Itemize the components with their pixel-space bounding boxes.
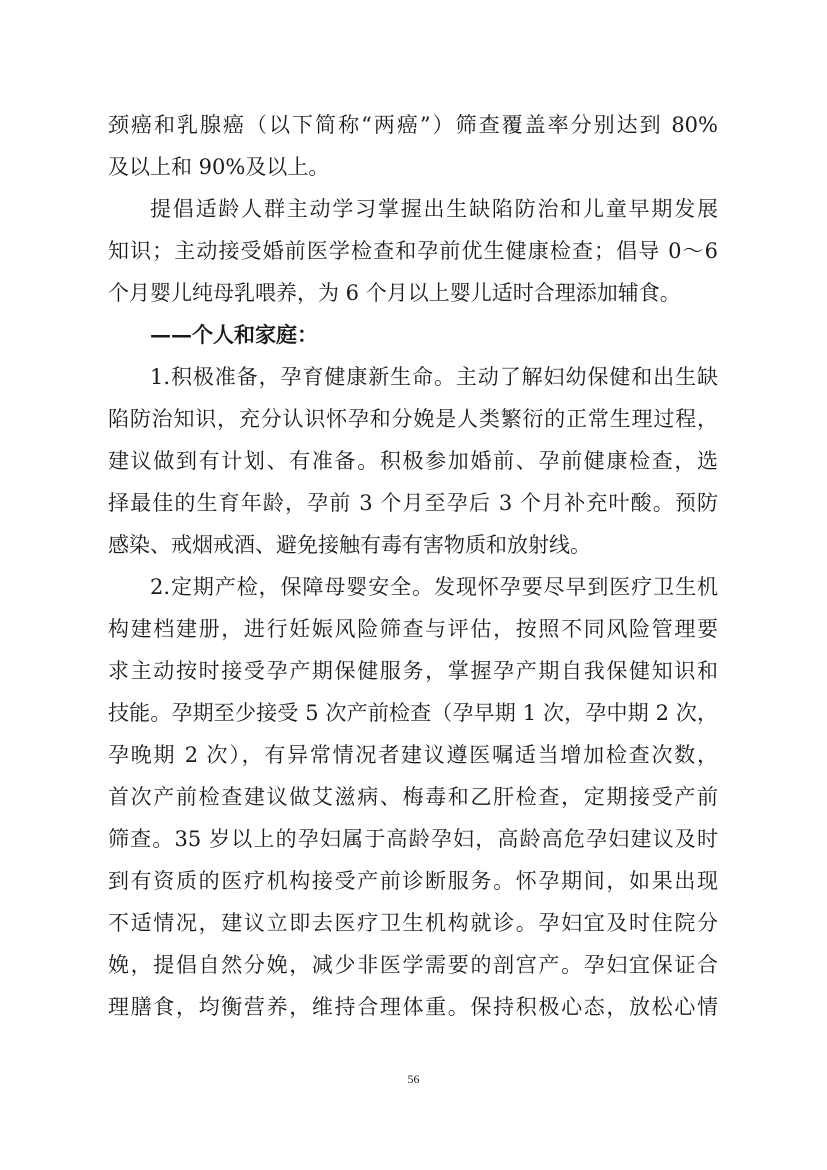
document-body [108,104,718,1028]
text-line-10: 择最佳的生育年龄，孕前 3 个月至孕后 3 个月补充叶酸。预防 [108,491,718,515]
text-line-21: 娩，提倡自然分娩，减少非医学需要的剖宫产。孕妇宜保证合 [108,953,718,977]
text-line-7: 1.积极准备，孕育健康新生命。主动了解妇幼保健和出生缺 [150,365,718,389]
text-line-11: 感染、戒烟戒酒、避免接触有毒有害物质和放射线。 [108,533,591,557]
text-line-4: 知识；主动接受婚前医学检查和孕前优生健康检查；倡导 0～6 [108,239,718,263]
text-line-17: 首次产前检查建议做艾滋病、梅毒和乙肝检查，定期接受产前 [108,785,718,809]
text-line-3: 提倡适龄人群主动学习掌握出生缺陷防治和儿童早期发展 [150,197,718,221]
text-line-15: 技能。孕期至少接受 5 次产前检查（孕早期 1 次，孕中期 2 次， [108,701,718,725]
text-line-14: 求主动按时接受孕产期保健服务，掌握孕产期自我保健知识和 [108,659,718,683]
text-line-19: 到有资质的医疗机构接受产前诊断服务。怀孕期间，如果出现 [108,869,718,893]
text-line-8: 陷防治知识，充分认识怀孕和分娩是人类繁衍的正常生理过程， [108,407,718,431]
text-line-9: 建议做到有计划、有准备。积极参加婚前、孕前健康检查，选 [108,449,718,473]
text-line-18: 筛查。35 岁以上的孕妇属于高龄孕妇，高龄高危孕妇建议及时 [108,827,718,851]
text-line-12: 2.定期产检，保障母婴安全。发现怀孕要尽早到医疗卫生机 [150,575,718,599]
text-line-2: 及以上和 90%及以上。 [108,155,330,179]
text-line-20: 不适情况，建议立即去医疗卫生机构就诊。孕妇宜及时住院分 [108,911,718,935]
text-line-16: 孕晚期 2 次），有异常情况者建议遵医嘱适当增加检查次数， [108,743,718,767]
section-heading: ——个人和家庭： [150,322,318,347]
text-line-22: 理膳食，均衡营养，维持合理体重。保持积极心态，放松心情 [108,995,718,1019]
page-number: 56 [407,1072,420,1086]
text-line-13: 构建档建册，进行妊娠风险筛查与评估，按照不同风险管理要 [108,617,718,641]
text-line-5: 个月婴儿纯母乳喂养，为 6 个月以上婴儿适时合理添加辅食。 [108,281,681,305]
text-line-1: 颈癌和乳腺癌（以下简称“两癌”）筛查覆盖率分别达到 80% [108,113,718,137]
